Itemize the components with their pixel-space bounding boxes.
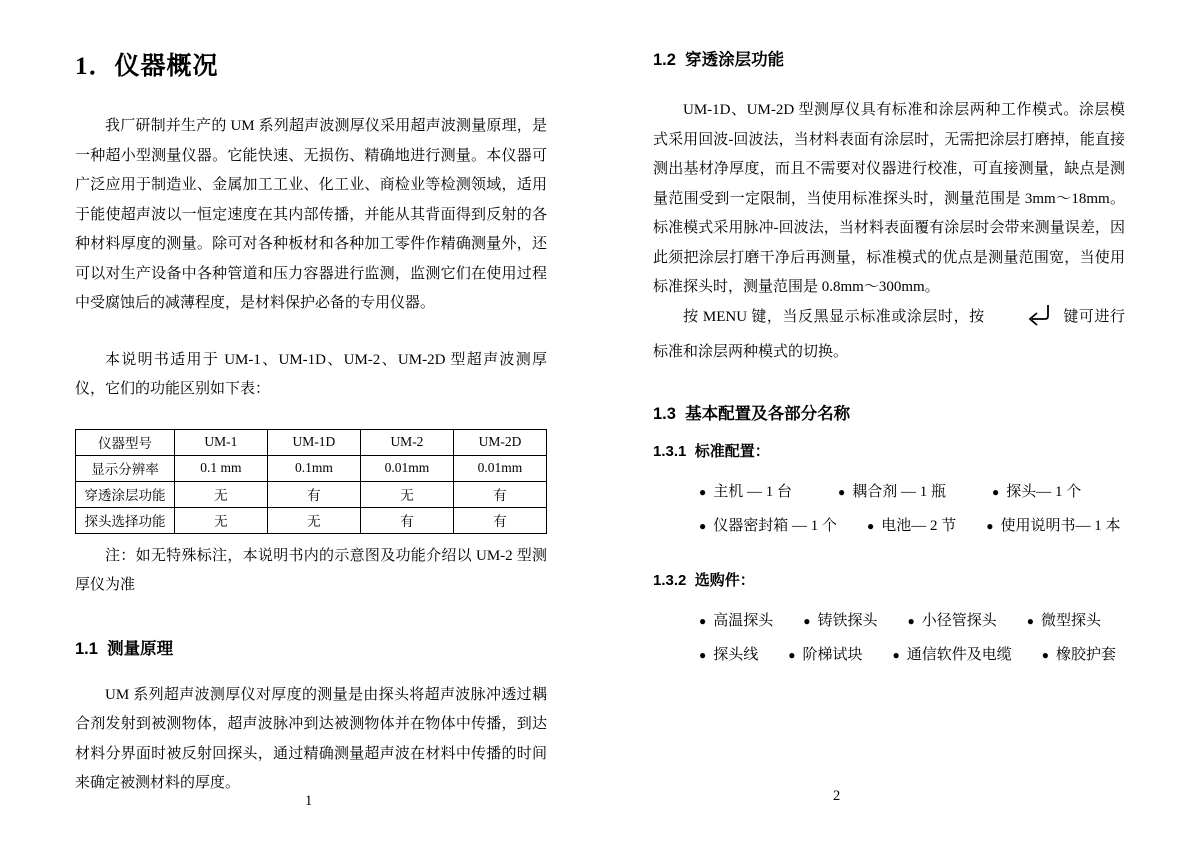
list-item (867, 509, 956, 543)
table-header-cell: 仪器型号 (76, 429, 175, 455)
section-1-1-heading: 1.1 测量原理 (75, 639, 174, 658)
bullet-icon: ● (907, 613, 915, 628)
bullet-icon: ● (803, 613, 811, 628)
bullet-icon: ● (1026, 613, 1035, 628)
page-number: 2 (833, 788, 841, 804)
list-item-label: 小径管探头 (921, 612, 997, 629)
bullet-icon: ● (992, 484, 1000, 499)
page-2 (653, 46, 1125, 672)
list-item-label: 使用说明书— 1 本 (1000, 517, 1121, 534)
section-1-3-1-heading: 1.3.1 标准配置： (653, 442, 770, 460)
list-item (1027, 604, 1101, 638)
bullet-icon: ● (986, 518, 994, 533)
standard-config-row-1 (653, 475, 1125, 509)
section-1-2-body: UM-1D、UM-2D 型测厚仪具有标准和涂层两种工作模式。涂层模式采用回波-回波法，当材料表面有涂层时，无需把涂层打磨掉，能直接测出基材净厚度，而且不需要对仪器进行校准，可直接测量，缺点是测量范围受到一定限制，当使用标准探头时，测量范围是 3mm～18mm。标准模式采用脉冲-回波法，当材料表面覆有涂层时会带来测量误差，因此须把涂层打磨干净后再测量，标准模式的优点是测量范围宽，当使用标准探头时，测量范围是 0.8mm～300mm。 (653, 102, 1125, 295)
bullet-icon: ● (788, 647, 796, 662)
list-item (699, 475, 792, 509)
list-item-label: 电池— 2 节 (881, 517, 957, 534)
list-item (986, 509, 1120, 543)
optional-parts-row-1 (653, 604, 1125, 638)
list-item-label: 探头线 (713, 646, 759, 663)
standard-config-row-2 (653, 509, 1125, 543)
page-number: 1 (305, 793, 313, 809)
table-cell: 无 (174, 481, 267, 507)
optional-parts-row-2 (653, 638, 1125, 672)
list-item (838, 475, 946, 509)
table-cell: 0.1mm (267, 455, 360, 481)
list-item-label: 耦合剂 — 1 瓶 (852, 483, 947, 500)
table-cell: 有 (453, 481, 546, 507)
list-item-label: 探头— 1 个 (1006, 483, 1082, 500)
table-cell: 有 (360, 507, 453, 533)
applicability-paragraph: 本说明书适用于 UM-1、UM-1D、UM-2、UM-2D 型超声波测厚仪，它们的功能区别如下表： (75, 351, 547, 397)
list-item (803, 604, 877, 638)
bullet-icon: ● (892, 647, 900, 662)
table-header-cell: UM-2 (360, 429, 453, 455)
table-cell: 0.1 mm (174, 455, 267, 481)
bullet-icon: ● (838, 484, 846, 499)
list-item-label: 铸铁探头 (817, 612, 878, 629)
table-row (76, 455, 547, 481)
model-comparison-table (75, 429, 547, 534)
table-header-cell: UM-1D (267, 429, 360, 455)
list-item (992, 475, 1081, 509)
table-cell: 穿透涂层功能 (76, 481, 175, 507)
list-item (699, 509, 837, 543)
list-item-label: 通信软件及电缆 (906, 646, 1012, 663)
list-item-label: 橡胶护套 (1056, 646, 1117, 663)
section-1-1-body: UM 系列超声波测厚仪对厚度的测量是由探头将超声波脉冲透过耦合剂发射到被测物体，超声波脉冲到达被测物体并在物体中传播，到达材料分界面时被反射回探头，通过精确测量超声波在材料中传播的时间来确定被测材料的厚度。 (75, 686, 547, 791)
menu-instruction-text-before: 按 MENU 键，当反黑显示标准或涂层时，按 (683, 308, 985, 325)
table-row (76, 481, 547, 507)
page-1 (75, 46, 547, 799)
table-cell: 无 (360, 481, 453, 507)
bullet-icon: ● (867, 518, 875, 533)
menu-instruction-text-after: 键可进行标准和涂层两种模式的切换。 (653, 308, 1125, 360)
table-note: 注：如无特殊标注，本说明书内的示意图及功能介绍以 UM-2 型测厚仪为准 (75, 547, 547, 593)
table-cell: 有 (453, 507, 546, 533)
list-item (1042, 638, 1116, 672)
menu-instruction (653, 303, 1125, 368)
bullet-icon: ● (699, 484, 707, 499)
list-item (699, 638, 758, 672)
section-1-2-heading: 1.2 穿透涂层功能 (653, 51, 785, 69)
list-item-label: 主机 — 1 台 (713, 483, 793, 500)
bullet-icon: ● (699, 518, 707, 533)
list-item (699, 604, 773, 638)
list-item-label: 仪器密封箱 — 1 个 (713, 517, 838, 534)
table-cell: 0.01mm (453, 455, 546, 481)
table-cell: 无 (174, 507, 267, 533)
table-header-cell: UM-1 (174, 429, 267, 455)
chapter-title: 1．仪器概况 (75, 53, 219, 80)
table-header-cell: UM-2D (453, 429, 546, 455)
bullet-icon: ● (1041, 647, 1050, 662)
bullet-icon: ● (699, 647, 707, 662)
table-header-row (76, 429, 547, 455)
list-item-label: 高温探头 (713, 612, 774, 629)
table-cell: 显示分辨率 (76, 455, 175, 481)
list-item (893, 638, 1012, 672)
enter-key-icon (994, 303, 1054, 339)
table-cell: 0.01mm (360, 455, 453, 481)
list-item-label: 阶梯试块 (802, 646, 863, 663)
table-cell: 探头选择功能 (76, 507, 175, 533)
table-cell: 无 (267, 507, 360, 533)
list-item (788, 638, 862, 672)
table-row (76, 507, 547, 533)
section-1-3-2-heading: 1.3.2 选购件： (653, 571, 755, 589)
section-1-3-heading: 1.3 基本配置及各部分名称 (653, 404, 851, 423)
list-item (908, 604, 997, 638)
table-cell: 有 (267, 481, 360, 507)
bullet-icon: ● (699, 613, 707, 628)
intro-paragraph: 我厂研制并生产的 UM 系列超声波测厚仪采用超声波测量原理，是一种超小型测量仪器。它能快速、无损伤、精确地进行测量。本仪器可广泛应用于制造业、金属加工工业、化工业、商检业等检测领域，适用于能使超声波以一恒定速度在其内部传播，并能从其背面得到反射的各种材料厚度的测量。除可对各种板材和各种加工零件作精确测量外，还可以对生产设备中各种管道和压力容器进行监测，监测它们在使用过程中受腐蚀后的减薄程度，是材料保护必备的专用仪器。 (75, 118, 547, 311)
list-item-label: 微型探头 (1041, 612, 1102, 629)
